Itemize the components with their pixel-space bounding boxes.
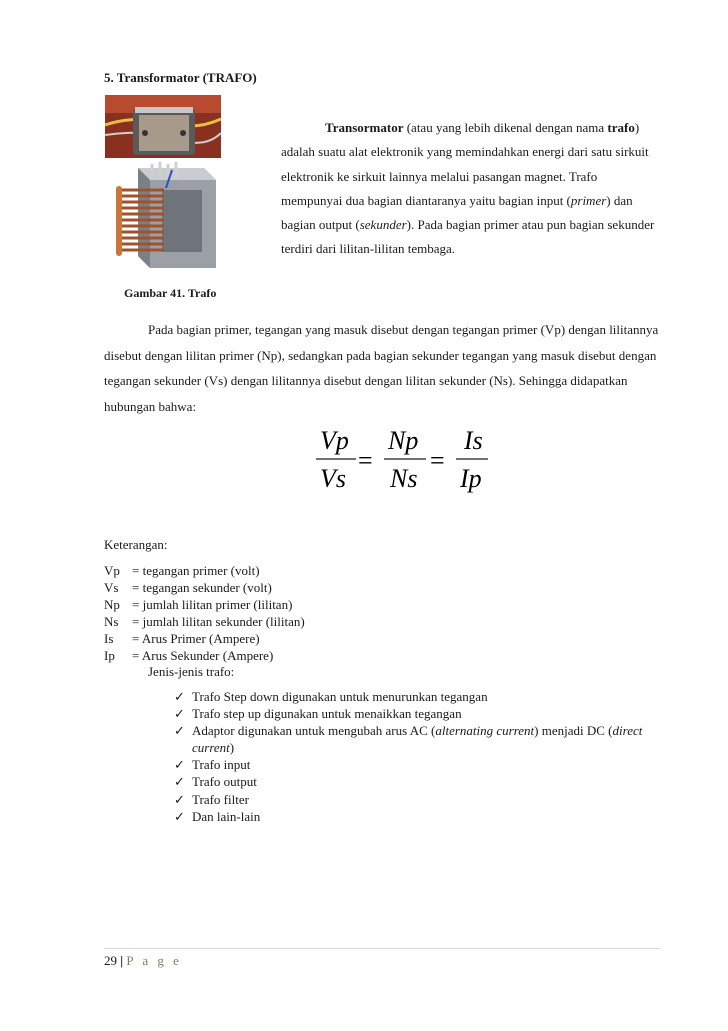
checkmark-icon: ✓: [174, 723, 185, 739]
formula-is: Is: [464, 426, 483, 455]
list-item: ✓ Trafo input: [174, 757, 251, 773]
list-item: ✓ Dan lain-lain: [174, 808, 261, 824]
formula-ip: Ip: [460, 464, 482, 493]
footer-divider: [104, 948, 660, 949]
legend-row: Vs = tegangan sekunder (volt): [104, 580, 272, 596]
intro-paragraph: [281, 116, 661, 262]
intro-text: ) adalah suatu alat elektronik yang memindahkan energi dari satu sirkuit elektronik ke sirkuit lainnya melalui pasangan magnet. Trafo mempunyai dua bagian diantaranya yaitu bagian input (: [281, 120, 649, 208]
formula-ns: Ns: [390, 464, 418, 493]
checkmark-icon: ✓: [174, 689, 185, 704]
checkmark-icon: ✓: [174, 808, 185, 824]
jenis-list: [174, 688, 654, 825]
checkmark-icon: ✓: [174, 791, 185, 807]
legend-row: Np = jumlah lilitan primer (lilitan): [104, 597, 293, 613]
page-footer: [104, 953, 182, 969]
page-number: 29: [104, 953, 117, 968]
body-paragraph: Pada bagian primer, tegangan yang masuk disebut dengan tegangan primer (Vp) dengan lilitannya disebut dengan lilitan primer (Np), sedangkan pada bagian sekunder tegangan yang masuk disebut dengan tegangan sekunder (Vs) dengan lilitannya disebut dengan lilitan sekunder (Ns). Sehingga didapatkan hubungan bahwa:: [104, 322, 659, 414]
list-item: ✓ Trafo Step down digunakan untuk menurunkan tegangan: [174, 689, 488, 704]
keterangan-heading: Keterangan:: [104, 537, 168, 552]
checkmark-icon: ✓: [174, 757, 185, 773]
footer-separator: |: [120, 953, 124, 968]
term-primer: primer: [570, 192, 607, 208]
formula-vp: Vp: [320, 426, 349, 455]
legend-row: Ns = jumlah lilitan sekunder (lilitan): [104, 614, 305, 630]
list-item: ✓ Adaptor digunakan untuk mengubah arus AC (alternating current) menjadi DC (direct current): [174, 723, 643, 756]
legend-list: [104, 562, 305, 665]
intro-text: ) dan bagian output (: [281, 192, 633, 233]
transformer-formula: [310, 423, 500, 503]
figure-caption: Gambar 41. Trafo: [124, 286, 217, 300]
page-label: P a g e: [126, 953, 182, 968]
legend-row: Vp = tegangan primer (volt): [104, 563, 260, 578]
formula-equals: =: [430, 446, 445, 475]
transformer-photo: [105, 95, 221, 158]
list-item: ✓ Trafo filter: [174, 791, 249, 807]
transformer-diagram: [108, 160, 220, 278]
term-transformator: Transormator: [325, 120, 404, 135]
list-item: ✓ Trafo output: [174, 774, 257, 790]
section-heading: 5. Transformator (TRAFO): [104, 70, 257, 85]
jenis-heading: Jenis-jenis trafo:: [148, 664, 235, 679]
legend-row: Is = Arus Primer (Ampere): [104, 631, 260, 647]
list-item: ✓ Trafo step up digunakan untuk menaikkan tegangan: [174, 706, 462, 722]
legend-row: Ip = Arus Sekunder (Ampere): [104, 648, 274, 664]
term-sekunder: sekunder: [359, 217, 407, 233]
formula-equals: =: [358, 446, 373, 475]
checkmark-icon: ✓: [174, 706, 185, 722]
checkmark-icon: ✓: [174, 774, 185, 790]
intro-text: ). Pada bagian primer atau pun bagian sekunder terdiri dari lilitan-lilitan tembaga.: [281, 217, 655, 257]
term-trafo: trafo: [607, 120, 635, 135]
intro-text: (atau yang lebih dikenal dengan nama: [403, 120, 608, 135]
formula-vs: Vs: [320, 464, 346, 493]
formula-np: Np: [388, 426, 419, 455]
